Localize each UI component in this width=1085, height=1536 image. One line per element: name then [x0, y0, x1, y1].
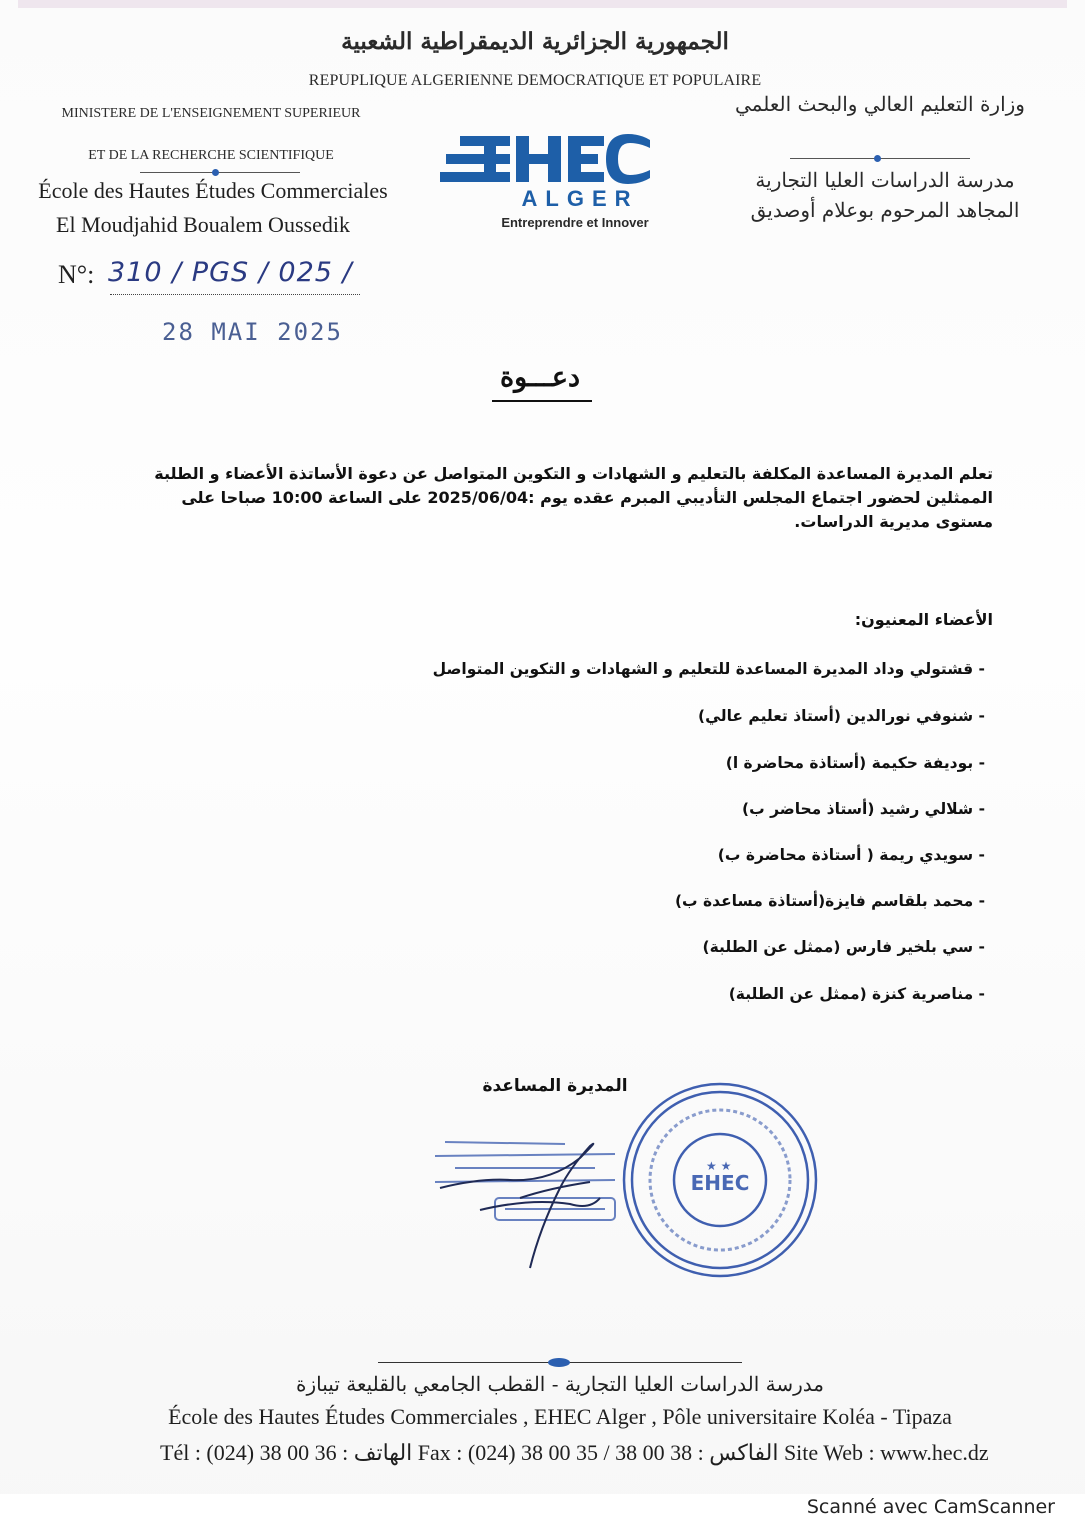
member-item: - قشتولي وداد المديرة المساعدة للتعليم و الشهادات و التكوين المتواصل — [432, 660, 985, 678]
reference-label: N°: — [58, 260, 95, 289]
member-item: - محمد بلقاسم فايزة(أستاذة مساعدة ب) — [674, 892, 985, 910]
svg-text:★ ★: ★ ★ — [706, 1159, 732, 1173]
republic-title-ar: الجمهورية الجزائرية الديمقراطية الشعبية — [341, 28, 729, 55]
header-divider-left — [140, 172, 300, 173]
reference-number: 310 / PGS / 025 / — [108, 257, 353, 288]
member-item: - مناصرية كنزة (ممثل عن الطلبة) — [728, 985, 985, 1003]
member-item: - بوديفة حكيمة (أستاذة محاضرة ا) — [725, 754, 985, 772]
scan-edge — [18, 0, 1067, 8]
school-name-fr-line2: El Moudjahid Boualem Oussedik — [56, 212, 350, 237]
footer-address-ar: مدرسة الدراسات العليا التجارية - القطب الجامعي بالقليعة تيبازة — [296, 1372, 824, 1396]
ministry-ar: وزارة التعليم العالي والبحث العلمي — [735, 92, 1025, 116]
school-name-ar-line2: المجاهد المرحوم بوعلام أوصديق — [750, 198, 1020, 222]
member-item: - سويدي ريمة ( أستاذة محاضرة ب) — [717, 846, 985, 864]
footer-contact: Tél : (024) 38 00 36 : الهاتف Fax : (024) 38 00 35 / 38 00 38 : الفاكس Site Web : www.hec.dz — [160, 1440, 989, 1465]
date-stamp: 28 MAI 2025 — [162, 318, 343, 346]
school-name-ar-line1: مدرسة الدراسات العليا التجارية — [755, 168, 1015, 192]
official-round-stamp — [620, 1080, 820, 1280]
logo-city: ALGER — [521, 186, 639, 211]
footer-divider — [378, 1362, 742, 1363]
school-name-fr-line1: École des Hautes Études Commerciales — [38, 178, 388, 203]
signatory-title: المديرة المساعدة — [482, 1076, 628, 1096]
title-underline — [492, 400, 592, 402]
reference-dotted-line — [110, 294, 360, 295]
ministry-fr-line1: MINISTERE DE L'ENSEIGNEMENT SUPERIEUR — [61, 106, 361, 121]
ministry-fr-line2: ET DE LA RECHERCHE SCIENTIFIQUE — [88, 148, 334, 163]
document-title: دعـــوة — [500, 362, 580, 393]
republic-title-fr: REPUPLIQUE ALGERIENNE DEMOCRATIQUE ET POPULAIRE — [308, 72, 762, 89]
stamp-center-text: EHEC — [690, 1171, 750, 1195]
scanner-watermark: Scanné avec CamScanner — [806, 1496, 1055, 1518]
header-divider-right — [790, 158, 970, 159]
member-item: - شلالي رشيد (أستاذ محاضر ب) — [742, 800, 985, 818]
logo-tagline: Entreprendre et Innover — [501, 215, 649, 230]
handwritten-signature — [420, 1118, 650, 1278]
invitation-paragraph: تعلم المديرة المساعدة المكلفة بالتعليم و الشهادات و التكوين المتواصل عن دعوة الأساتذة الأعضاء و الطلبة الممثلين لحضور اجتماع المجلس التأديبي المبرم عقده يوم :2025/06/04 على الساعة 10:00 صباحا على مستوى مديرية الدراسات. — [154, 464, 993, 531]
footer-address-fr: École des Hautes Études Commerciales , EHEC Alger , Pôle universitaire Koléa - Tipaza — [168, 1404, 952, 1429]
member-item: - سي بلخير فارس (ممثل عن الطلبة) — [702, 938, 985, 956]
members-heading: الأعضاء المعنيون: — [854, 610, 993, 629]
member-item: - شنوفي نورالدين (أستاذ تعليم عالي) — [698, 707, 985, 725]
